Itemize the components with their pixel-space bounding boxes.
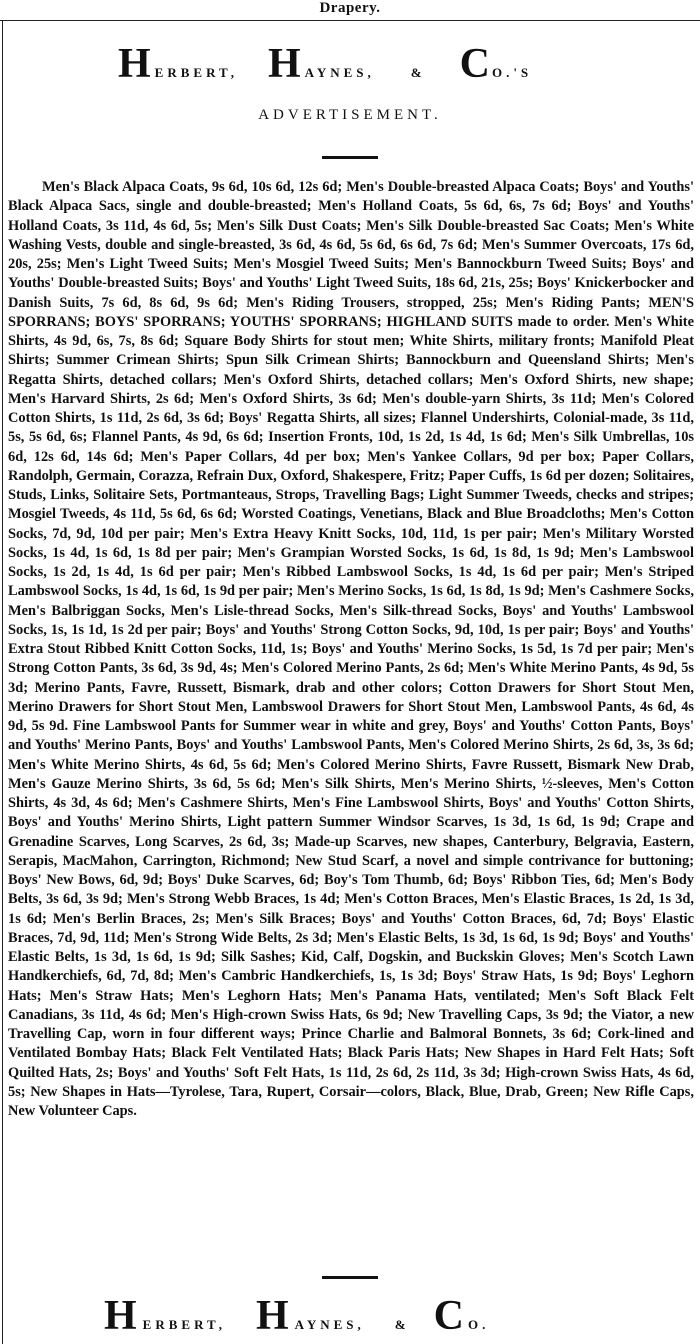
firm-name-bottom bbox=[0, 1294, 700, 1338]
firm-h2-rest: AYNES, bbox=[294, 1317, 365, 1332]
firm-c-rest: O. bbox=[467, 1317, 490, 1332]
firm-ampersand: & bbox=[410, 65, 426, 80]
firm-ampersand: & bbox=[394, 1317, 410, 1332]
top-rule bbox=[0, 20, 700, 21]
firm-h-rest: ERBERT, bbox=[154, 65, 238, 80]
firm-c-initial: C bbox=[459, 41, 490, 87]
left-column-rule bbox=[2, 20, 3, 1344]
advertisement-heading: ADVERTISEMENT. bbox=[258, 107, 442, 123]
firm-name-top bbox=[0, 42, 700, 86]
firm-c-initial: C bbox=[433, 1293, 464, 1339]
section-label: Drapery. bbox=[319, 0, 381, 16]
firm-h2-initial: H bbox=[255, 1293, 289, 1339]
firm-c-rest: O.'S bbox=[491, 65, 533, 80]
heading-divider bbox=[322, 156, 378, 159]
firm-h-rest: ERBERT, bbox=[142, 1317, 226, 1332]
footer-divider bbox=[322, 1276, 378, 1279]
firm-h2-initial: H bbox=[267, 41, 301, 87]
advertisement-body: Men's Black Alpaca Coats, 9s 6d, 10s 6d, 12s 6d; Men's Double-breasted Alpaca Coats; Boys' and Youths' Black Alpaca Sacs, single and double-breasted; Men's Holland Coats, 5s 6d, 6s, 7s 6d; Boys' and Youths' Holland Coats, 3s 11d, 4s 6d, 5s; Men's Silk Dust Coats; Men's Silk Double-breasted Sac Coats; Men's White Washing Vests, double and single-breasted, 3s 6d, 4s 6d, 5s 6d, 6s 6d, 7s 6d; Men's Summer Overcoats, 17s 6d, 20s, 25s; Men's Light Tweed Suits; Men's Mosgiel Tweed Suits; Men's Bannockburn Tweed Suits; Boys' and Youths' Double-breasted Suits; Boys' and Youths' Light Tweed Suits, 18s 6d, 21s, 25s; Boys' Knickerbocker and Danish Suits, 7s 6d, 8s 6d, 9s 6d; Men's Riding Trousers, stropped, 25s; Men's Riding Pants; MEN'S SPORRANS; BOYS' SPORRANS; YOUTHS' SPORRANS; HIGHLAND SUITS made to order. Men's White Shirts, 4s 9d, 6s, 7s, 8s 6d; Square Body Shirts for stout men; White Shirts, military fronts; Manifold Pleat Shirts; Summer Crimean Shirts; Spun Silk Crimean Shirts; Bannockburn and Queensland Shirts; Men's Regatta Shirts, detached collars; Men's Oxford Shirts, detached collars; Men's Oxford Shirts, new shape; Men's Harvard Shirts, 2s 6d; Men's Oxford Shirts, 3s 6d; Men's double-yarn Shirts, 3s 11d; Men's Colored Cotton Shirts, 1s 11d, 2s 6d, 3s 6d; Boys' Regatta Shirts, all sizes; Flannel Undershirts, Colonial-made, 3s 11d, 5s, 5s 6d, 6s; Flannel Pants, 4s 9d, 6s 6d; Insertion Fronts, 10d, 1s 2d, 1s 4d, 1s 6d; Men's Silk Umbrellas, 10s 6d, 12s 6d, 14s 6d; Men's Paper Collars, 4d per box; Men's Yankee Collars, 9d per box; Paper Collars, Randolph, Germain, Corazza, Refrain Dux, Oxford, Shakespere, Fritz; Paper Cuffs, 1s 6d per dozen; Solitaires, Studs, Links, Solitaire Sets, Portmanteaus, Strops, Travelling Bags; Light Summer Tweeds, checks and stripes; Mosgiel Tweeds, 4s 11d, 5s 6d, 6s 6d; Worsted Coatings, Venetians, Black and Blue Broadcloths; Men's Cotton Socks, 7d, 9d, 10d per pair; Men's Extra Heavy Knitt Socks, 10d, 11d, 1s per pair; Men's Military Worsted Socks, 1s 4d, 1s 6d, 1s 8d per pair; Men's Grampian Worsted Socks, 1s 6d, 1s 8d, 1s 9d; Men's Lambswool Socks, 1s 2d, 1s 4d, 1s 6d per pair; Men's Ribbed Lambswool Socks, 1s 4d, 1s 6d per pair; Men's Striped Lambswool Socks, 1s 4d, 1s 6d, 1s 9d per pair; Men's Merino Socks, 1s 6d, 1s 8d, 1s 9d; Men's Cashmere Socks, Men's Balbriggan Socks, Men's Lisle-thread Socks, Men's Silk-thread Socks, Boys' and Youths' Lambswool Socks, 1s, 1s 1d, 1s 2d per pair; Boys' and Youths' Strong Cotton Socks, 9d, 10d, 1s per pair; Boys' and Youths' Extra Stout Ribbed Knitt Cotton Socks, 11d, 1s; Boys' and Youths' Merino Socks, 1s 5d, 1s 7d per pair; Men's Strong Cotton Pants, 3s 6d, 3s 9d, 4s; Men's Colored Merino Pants, 2s 6d; Men's White Merino Pants, 4s 9d, 5s 3d; Merino Pants, Favre, Russett, Bismark, drab and other colors; Cotton Drawers for Short Stout Men, Merino Drawers for Short Stout Men, Lambswool Drawers for Short Stout Men, Lambswool Pants, 4s 6d, 4s 9d, 5s 9d. Fine Lambswool Pants for Summer wear in white and grey, Boys' and Youths' Cotton Pants, Boys' and Youths' Merino Pants, Boys' and Youths' Lambswool Pants, Men's Colored Merino Shirts, 2s 6d, 3s, 3s 6d; Men's White Merino Shirts, 4s 6d, 5s 6d; Men's Colored Merino Shirts, Favre Russett, Bismark New Drab, Men's Gauze Merino Shirts, 3s 6d, 5s 6d; Men's Silk Shirts, Men's Merino Shirts, ½-sleeves, Men's Cotton Shirts, 4s 3d, 4s 6d; Men's Cashmere Shirts, Men's Fine Lambswool Shirts, Boys' and Youths' Cotton Shirts, Boys' and Youths' Merino Shirts, Light pattern Summer Windsor Scarves, 1s 3d, 1s 6d, 1s 9d; Crape and Grenadine Scarves, Long Scarves, 2s 6d, 3s; Made-up Scarves, new shapes, Canterbury, Belgravia, Eastern, Serapis, MacMahon, Carrington, Richmond; New Stud Scarf, a novel and simple contrivance for buttoning; Boys' New Bows, 6d, 9d; Boys' Duke Scarves, 6d; Boy's Tom Thumb, 6d; Boys' Ribbon Ties, 6d; Men's Body Belts, 3s 6d, 3s 9d; Men's Strong Webb Braces, 1s 4d; Men's Cotton Braces, Men's Elastic Braces, 1s 2d, 1s 3d, 1s 6d; Men's Berlin Braces, 2s; Men's Silk Braces; Boys' and Youths' Cotton Braces, 6d, 7d; Boys' Elastic Braces, 7d, 9d, 11d; Men's Strong Wide Belts, 2s 3d; Men's Elastic Belts, 1s 3d, 1s 6d, 1s 9d; Boys' and Youths' Elastic Belts, 1s 3d, 1s 6d, 1s 9d; Silk Sashes; Kid, Calf, Dogskin, and Buckskin Gloves; Men's Scotch Lawn Handkerchiefs, 6d, 7d, 8d; Men's Cambric Handkerchiefs, 1s, 1s 3d; Boys' Straw Hats, 1s 9d; Boys' Leghorn Hats; Men's Straw Hats; Men's Leghorn Hats; Men's Panama Hats, ventilated; Men's Soft Black Felt Canadians, 3s 11d, 4s 6d; Men's High-crown Swiss Hats, 6s 9d; New Travelling Caps, 3s 9d; the Viator, a new Travelling Cap, worn in four different ways; Prince Charlie and Balmoral Bonnets, 3s 6d; Cork-lined and Ventilated Bombay Hats; Black Felt Ventilated Hats; Black Paris Hats; New Shapes in Hard Felt Hats; Soft Quilted Hats, 2s; Boys' and Youths' Soft Felt Hats, 1s 11d, 2s 6d, 2s 11d, 3s 3d; High-crown Swiss Hats, 4s 6d, 5s; New Shapes in Hats—Tyrolese, Tara, Rupert, Corsair—colors, Black, Blue, Drab, Green; New Rifle Caps, New Volunteer Caps. bbox=[8, 179, 694, 1119]
firm-h-initial: H bbox=[118, 41, 151, 87]
firm-h2-rest: AYNES, bbox=[304, 65, 375, 80]
firm-h-initial: H bbox=[104, 1293, 137, 1339]
